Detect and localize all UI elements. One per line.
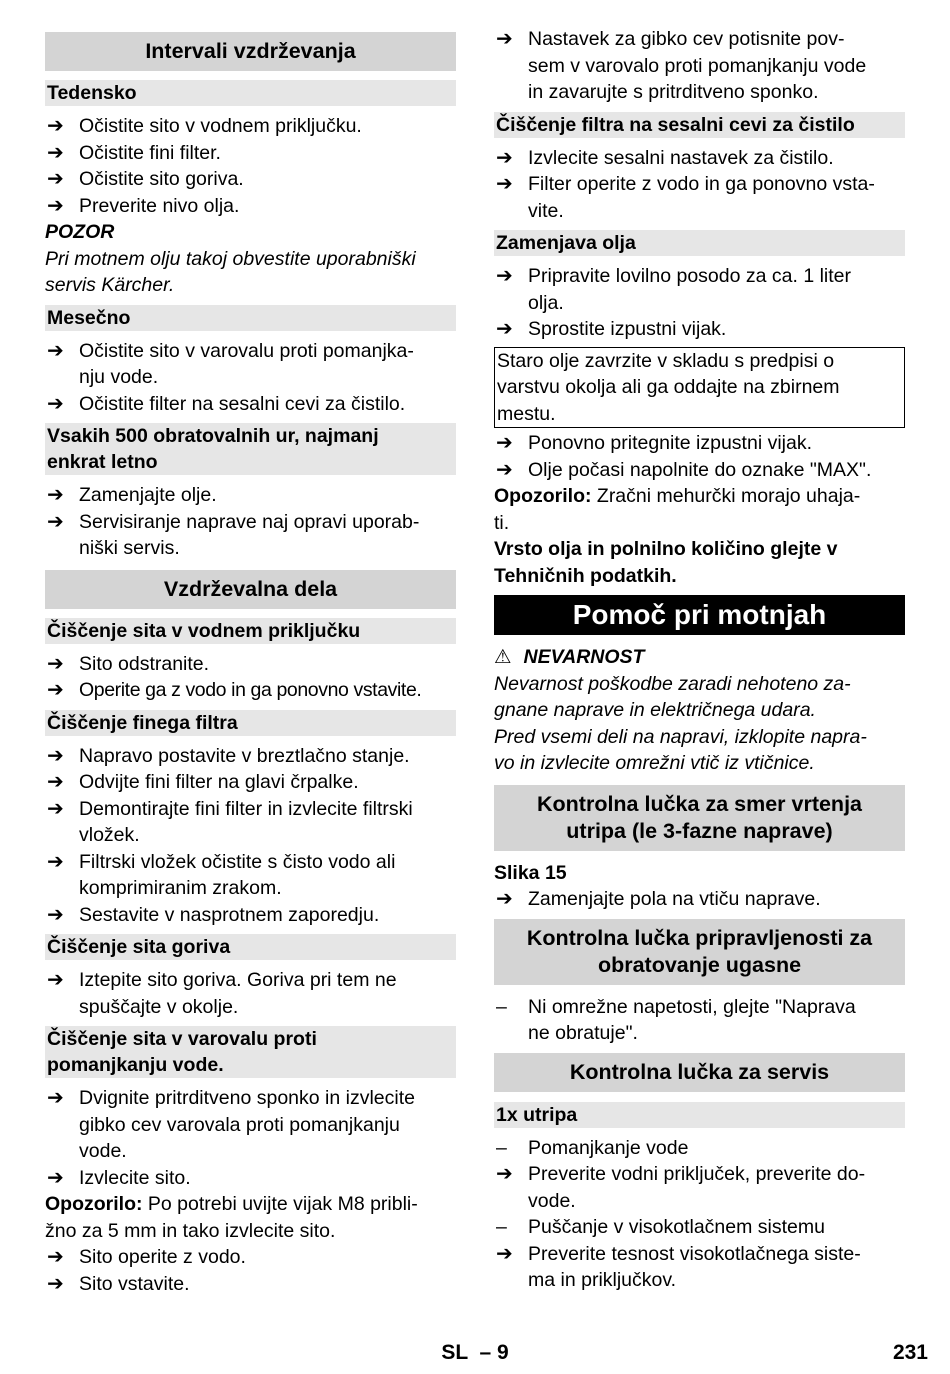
heading-clean-fuel-sieve: Čiščenje sita goriva bbox=[45, 934, 456, 960]
heading-monthly: Mesečno bbox=[45, 305, 456, 331]
list-item: ➔ Zamenjajte olje. bbox=[45, 482, 456, 509]
environment-notice-box: Staro olje zavrzite v skladu s predpisi o varstvu okolja ali ga oddajte na zbirnem mestu. bbox=[494, 347, 905, 429]
list-item: ➔ Dvignite pritrditveno sponko in izvlecite gibko cev varovala proti pomanjkanju vode. bbox=[47, 1087, 415, 1162]
list-item: ➔ Filtrski vložek očistite s čisto vodo ali komprimiranim zrakom. bbox=[47, 850, 396, 899]
arrow-icon: ➔ bbox=[47, 392, 64, 415]
list-item: ➔ Očistite sito v vodnem priključku. bbox=[45, 113, 456, 140]
heading-every-500-hours: Vsakih 500 obratovalnih ur, najmanj enkrat letno bbox=[45, 423, 456, 475]
list-item: ➔ Sestavite v nasprotnem zaporedju. bbox=[45, 902, 456, 929]
caution-title: POZOR bbox=[45, 221, 115, 243]
list-item: – Puščanje v visokotlačnem sistemu bbox=[494, 1214, 905, 1241]
arrow-icon: ➔ bbox=[47, 484, 64, 506]
dash-icon: – bbox=[496, 1136, 507, 1159]
list-item: ➔ Izvlecite sito. bbox=[45, 1165, 456, 1192]
heading-oil-change: Zamenjava olja bbox=[494, 230, 905, 256]
arrow-icon: ➔ bbox=[47, 141, 64, 164]
list-item: ➔ Operite ga z vodo in ga ponovno vstavite. bbox=[45, 677, 456, 704]
list-item: ➔ Ponovno pritegnite izpustni vijak. bbox=[494, 430, 905, 457]
arrow-icon: ➔ bbox=[47, 168, 64, 190]
list-item: ➔ Odvijte fini filter na glavi črpalke. bbox=[45, 769, 456, 796]
list-item: ➔ Sito odstranite. bbox=[45, 651, 456, 678]
list-item: ➔ Demontirajte fini filter in izvlecite filtrski vložek. bbox=[47, 797, 413, 846]
list-item: ➔ Servisiranje naprave naj opravi uporab- niški servis. bbox=[47, 510, 420, 559]
arrow-icon: ➔ bbox=[496, 1163, 513, 1185]
dash-icon: – bbox=[496, 995, 507, 1018]
danger-title: ⚠ NEVARNOST bbox=[494, 646, 645, 668]
arrow-icon: ➔ bbox=[496, 146, 513, 169]
heading-clean-suction-filter: Čiščenje filtra na sesalni cevi za čistilo bbox=[494, 112, 905, 138]
heading-clean-lack-of-water-sieve: Čiščenje sita v varovalu proti pomanjkanju vode. bbox=[45, 1026, 456, 1078]
arrow-icon: ➔ bbox=[496, 888, 513, 910]
arrow-icon: ➔ bbox=[47, 510, 64, 533]
dash-icon: – bbox=[496, 1216, 507, 1238]
heading-maintenance-intervals: Intervali vzdrževanja bbox=[45, 32, 456, 71]
arrow-icon: ➔ bbox=[47, 1246, 64, 1268]
list-item: ➔ Preverite nivo olja. bbox=[45, 193, 456, 220]
heading-rotation-lamp: Kontrolna lučka za smer vrtenja utripa (le 3-fazne naprave) bbox=[494, 785, 905, 851]
arrow-icon: ➔ bbox=[47, 797, 64, 820]
arrow-icon: ➔ bbox=[47, 744, 64, 767]
arrow-icon: ➔ bbox=[47, 115, 64, 137]
heading-1x-flash: 1x utripa bbox=[494, 1102, 905, 1128]
arrow-icon: ➔ bbox=[496, 458, 513, 481]
note: Opozorilo: Po potrebi uvijte vijak M8 pribli- žno za 5 mm in tako izvlecite sito. bbox=[45, 1193, 418, 1242]
heading-weekly: Tedensko bbox=[45, 80, 456, 106]
caution-text: Pri motnem olju takoj obvestite uporabniški servis Kärcher. bbox=[45, 247, 416, 296]
list-item: ➔ Očistite sito goriva. bbox=[45, 166, 456, 193]
arrow-icon: ➔ bbox=[496, 318, 513, 340]
arrow-icon: ➔ bbox=[47, 679, 64, 701]
list-item: – Ni omrežne napetosti, glejte "Naprava ne obratuje". bbox=[496, 995, 856, 1044]
arrow-icon: ➔ bbox=[47, 1272, 64, 1295]
heading-maintenance-work: Vzdrževalna dela bbox=[45, 570, 456, 609]
figure-reference: Slika 15 bbox=[494, 861, 567, 884]
danger-text: Nevarnost poškodbe zaradi nehoteno za- gnane naprave in električnega udara. Pred vsemi deli na napravi, izklopite napra- vo in izvlecite omrežni vtič iz vtičnice. bbox=[494, 672, 867, 774]
list-item: ➔ Sprostite izpustni vijak. bbox=[494, 316, 905, 343]
arrow-icon: ➔ bbox=[47, 652, 64, 675]
list-item: ➔ Nastavek za gibko cev potisnite pov- sem v varovalo proti pomanjkanju vode in zavarujte s pritrditveno sponko. bbox=[496, 28, 867, 103]
page-number: 231 bbox=[892, 1341, 928, 1364]
arrow-icon: ➔ bbox=[496, 173, 513, 195]
arrow-icon: ➔ bbox=[47, 903, 64, 926]
arrow-icon: ➔ bbox=[496, 265, 513, 287]
heading-ready-lamp: Kontrolna lučka pripravljenosti za obratovanje ugasne bbox=[494, 919, 905, 985]
arrow-icon: ➔ bbox=[47, 969, 64, 991]
list-item: ➔ Preverite tesnost visokotlačnega siste- ma in priključkov. bbox=[496, 1242, 861, 1291]
left-column bbox=[45, 32, 456, 1297]
arrow-icon: ➔ bbox=[496, 28, 513, 50]
arrow-icon: ➔ bbox=[496, 432, 513, 454]
heading-clean-fine-filter: Čiščenje finega filtra bbox=[45, 710, 456, 736]
arrow-icon: ➔ bbox=[47, 1087, 64, 1109]
heading-troubleshooting: Pomoč pri motnjah bbox=[494, 595, 905, 635]
footer-section-label: SL – 9 bbox=[441, 1341, 509, 1364]
arrow-icon: ➔ bbox=[47, 1166, 64, 1189]
list-item: – Pomanjkanje vode bbox=[494, 1135, 905, 1162]
arrow-icon: ➔ bbox=[47, 850, 64, 873]
list-item: ➔ Filter operite z vodo in ga ponovno vsta- vite. bbox=[496, 173, 875, 222]
list-item: ➔ Iztepite sito goriva. Goriva pri tem ne spuščajte v okolje. bbox=[47, 969, 397, 1018]
list-item: ➔ Sito vstavite. bbox=[45, 1271, 456, 1298]
list-item: ➔ Preverite vodni priključek, preverite do- vode. bbox=[496, 1163, 866, 1212]
heading-service-lamp: Kontrolna lučka za servis bbox=[494, 1053, 905, 1092]
arrow-icon: ➔ bbox=[47, 194, 64, 217]
list-item: ➔ Očistite fini filter. bbox=[45, 140, 456, 167]
note: Opozorilo: Zračni mehurčki morajo uhaja- ti. bbox=[494, 485, 861, 534]
list-item: ➔ Očistite filter na sesalni cevi za čistilo. bbox=[45, 391, 456, 418]
oil-type-reference: Vrsto olja in polnilno količino glejte v Tehničnih podatkih. bbox=[494, 538, 838, 587]
list-item: ➔ Izvlecite sesalni nastavek za čistilo. bbox=[494, 145, 905, 172]
list-item: ➔ Zamenjajte pola na vtiču naprave. bbox=[494, 886, 905, 913]
list-item: ➔ Olje počasi napolnite do oznake "MAX". bbox=[494, 457, 905, 484]
heading-clean-water-sieve: Čiščenje sita v vodnem priključku bbox=[45, 618, 456, 644]
list-item: ➔ Napravo postavite v breztlačno stanje. bbox=[45, 743, 456, 770]
warning-icon: ⚠ bbox=[494, 646, 512, 668]
list-item: ➔ Pripravite lovilno posodo za ca. 1 liter olja. bbox=[496, 265, 851, 314]
arrow-icon: ➔ bbox=[47, 771, 64, 793]
arrow-icon: ➔ bbox=[47, 339, 64, 362]
list-item: ➔ Očistite sito v varovalu proti pomanjka- nju vode. bbox=[47, 339, 414, 388]
right-column bbox=[494, 26, 905, 1294]
arrow-icon: ➔ bbox=[496, 1242, 513, 1265]
list-item: ➔ Sito operite z vodo. bbox=[45, 1244, 456, 1271]
